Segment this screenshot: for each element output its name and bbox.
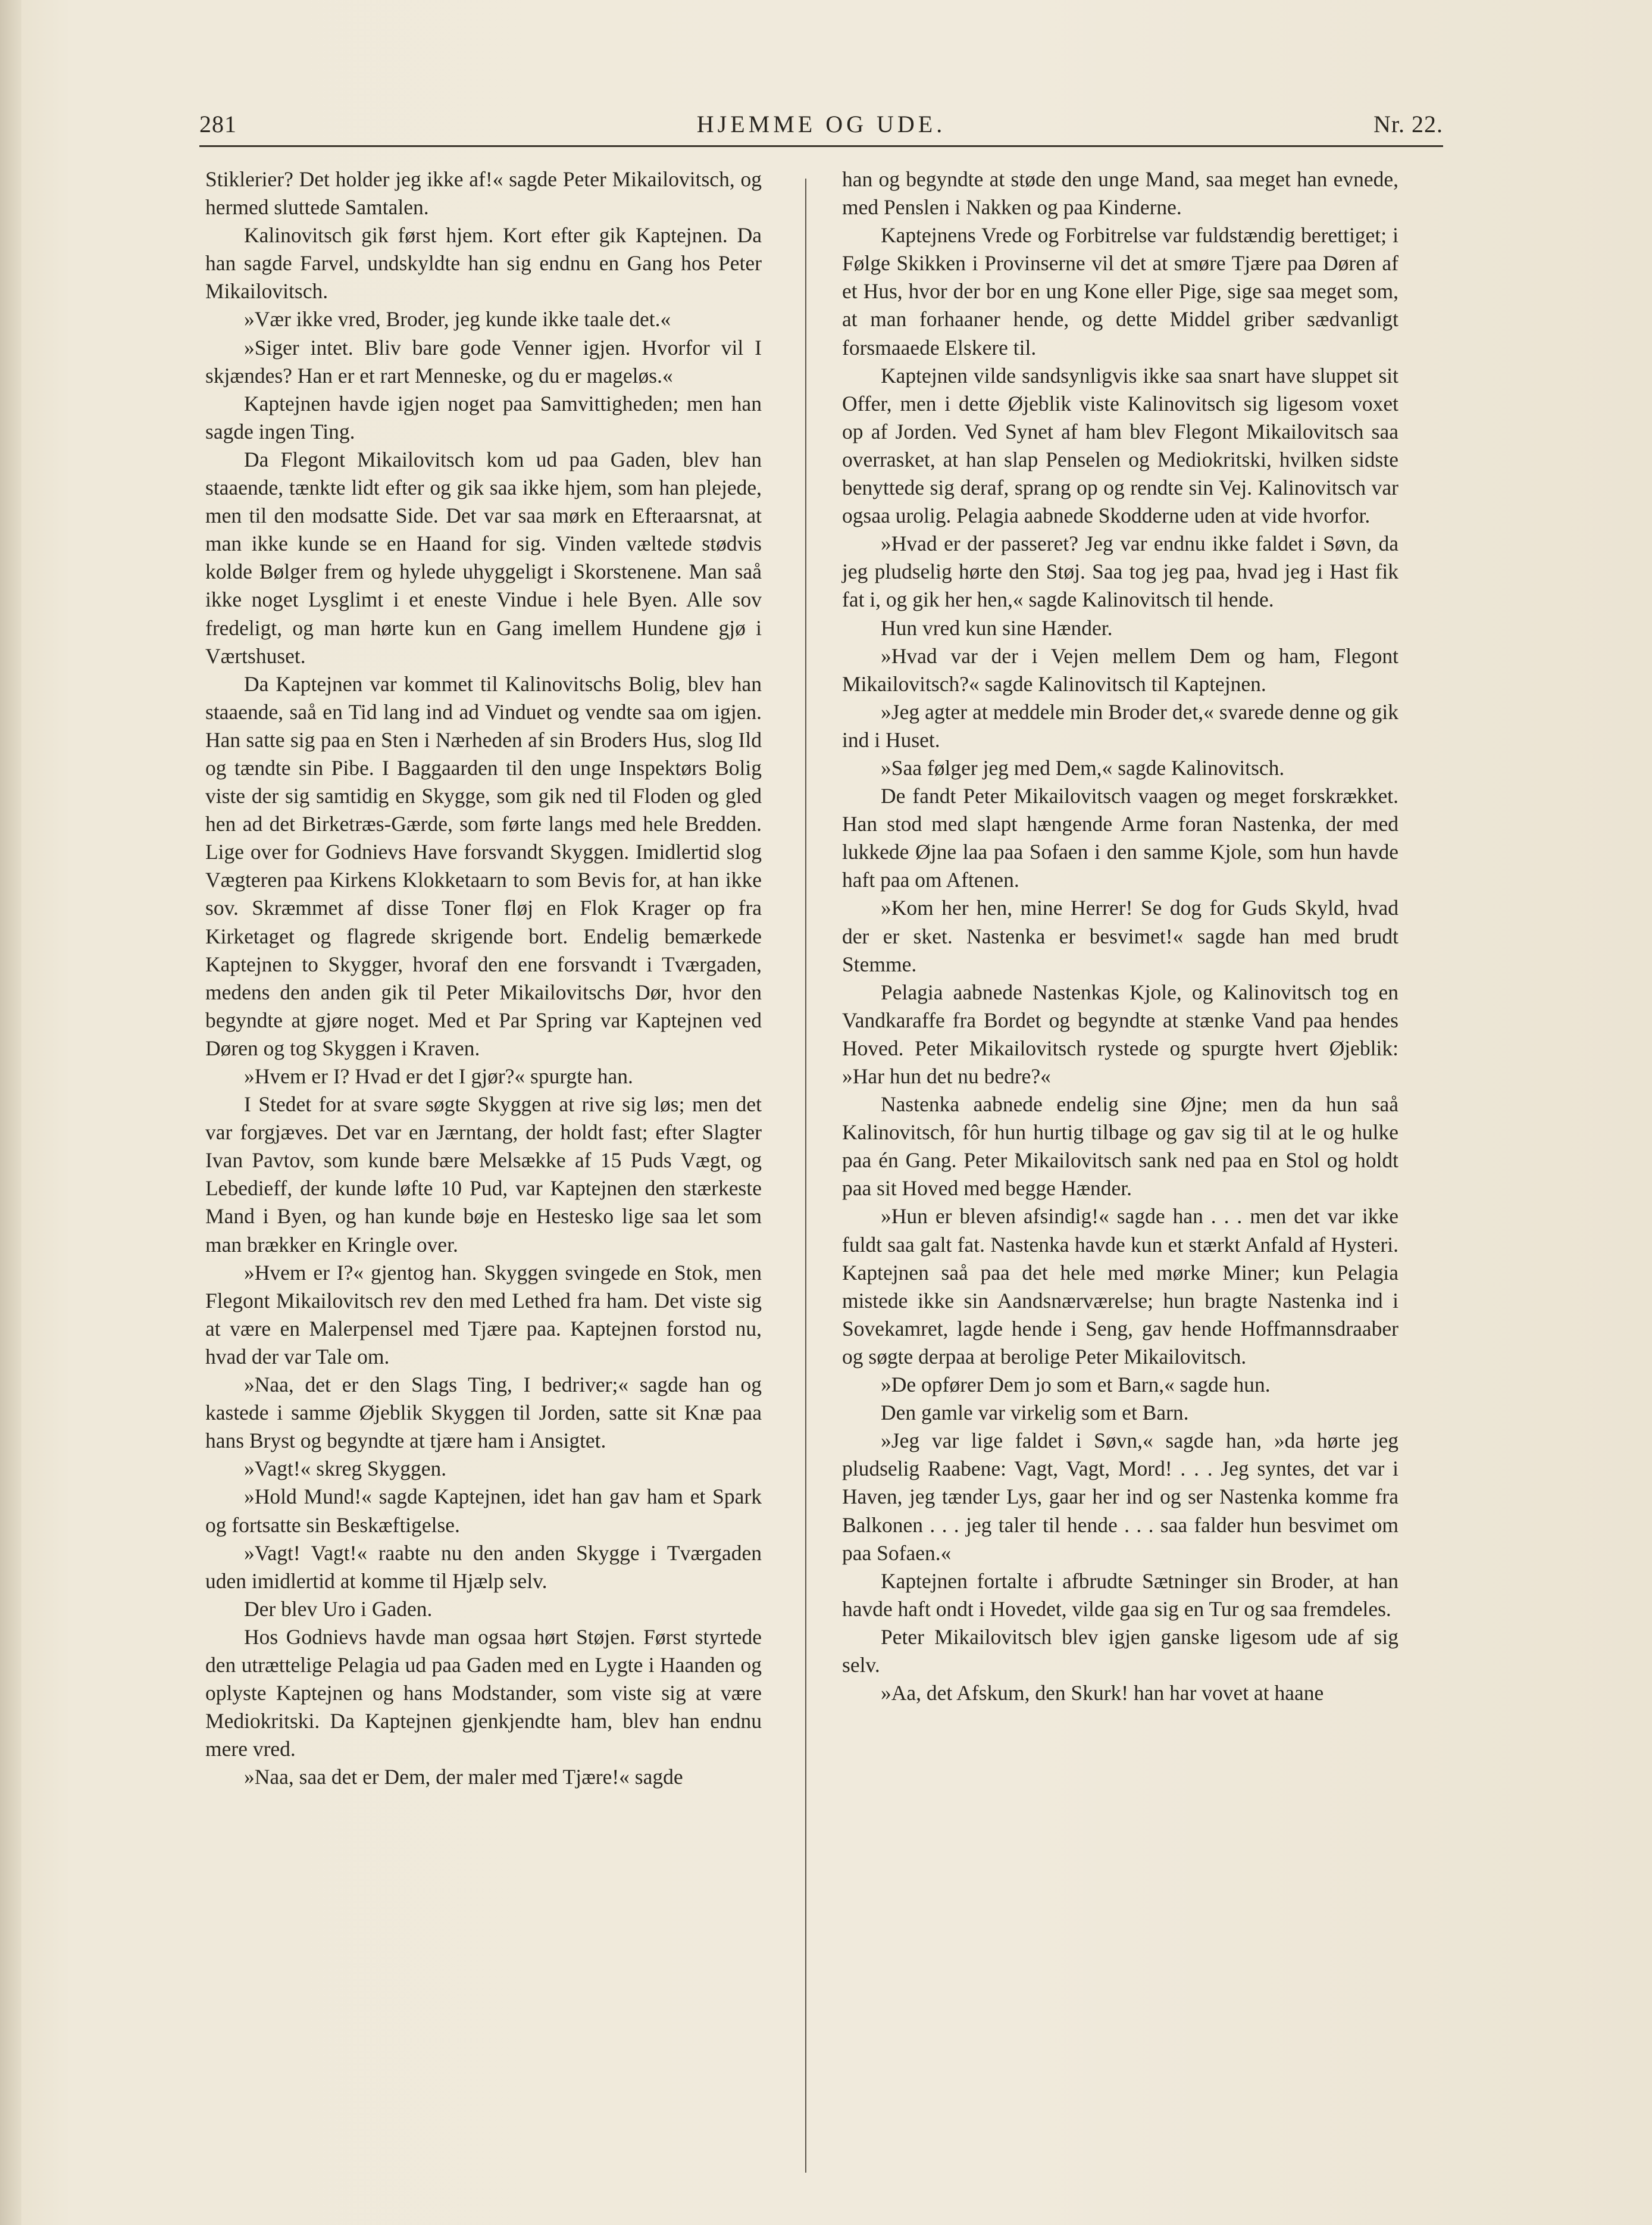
paragraph: »Hold Mund!« sagde Kaptejnen, idet han gav ham et Spark og fortsatte sin Beskæftigelse.	[205, 1485, 762, 1537]
issue-number: Nr. 22.	[1373, 111, 1443, 138]
page-number: 281	[199, 111, 237, 138]
paragraph: »Saa følger jeg med Dem,« sagde Kalinovitsch.	[881, 755, 1285, 780]
left-column	[205, 165, 762, 1791]
header-rule	[199, 145, 1443, 147]
paragraph: »Hvad er der passeret? Jeg var endnu ikke faldet i Søvn, da jeg pludselig hørte den Støj. Saa tog jeg paa, hvad jeg i Hast fik fat i, og gik her hen,« sagde Kalinovitsch til hende.	[842, 532, 1398, 612]
paragraph: Pelagia aabnede Nastenkas Kjole, og Kalinovitsch tog en Vandkaraffe fra Bordet og begyndte at stænke Vand paa hendes Hoved. Peter Mikailovitsch rystede og spurgte hvert Øjeblik: »Har hun det nu bedre?«	[842, 980, 1398, 1088]
paragraph: Den gamle var virkelig som et Barn.	[881, 1401, 1189, 1425]
paragraph: »Jeg agter at meddele min Broder det,« svarede denne og gik ind i Huset.	[842, 699, 1398, 752]
paragraph: I Stedet for at svare søgte Skyggen at rive sig løs; men det var forgjæves. Det var en Jærntang, der holdt fast; efter Slagter Ivan Pavtov, som kunde bære Melsække af 15 Puds Vægt, og Lebedieff, der kunde løfte 10 Pud, var Kaptejnen den stærkeste Mand i Byen, og han kunde bøje en Hestesko lige saa let som man brækker en Kringle over.	[205, 1092, 762, 1257]
binding-spine	[0, 0, 21, 2225]
paragraph: han og begyndte at støde den unge Mand, saa meget han evnede, med Penslen i Nakken og paa Kinderne.	[842, 167, 1398, 220]
paragraph: De fandt Peter Mikailovitsch vaagen og meget forskrækket. Han stod med slapt hængende Arme foran Nastenka, der med lukkede Øjne laa paa Sofaen i den samme Kjole, som hun havde haft paa om Aftenen.	[842, 784, 1398, 892]
paragraph: »Hvem er I?« gjentog han. Skyggen svingede en Stok, men Flegont Mikailovitsch rev den med Lethed fra ham. Det viste sig at være en Malerpensel med Tjære paa. Kaptejnen forstod nu, hvad der var Tale om.	[205, 1260, 762, 1368]
paragraph: »Vagt! Vagt!« raabte nu den anden Skygge i Tværgaden uden imidlertid at komme til Hjælp selv.	[205, 1540, 762, 1593]
paragraph: Nastenka aabnede endelig sine Øjne; men da hun saå Kalinovitsch, fôr hun hurtig tilbage og gav sig til at le og hulke paa én Gang. Peter Mikailovitsch sank ned paa en Stol og holdt paa sit Hoved med begge Hænder.	[842, 1092, 1398, 1201]
column-divider	[805, 179, 806, 2173]
publication-title: HJEMME OG UDE.	[696, 111, 946, 138]
paragraph: »Naa, saa det er Dem, der maler med Tjære!« sagde	[244, 1765, 683, 1789]
paragraph: Da Flegont Mikailovitsch kom ud paa Gaden, blev han staaende, tænkte lidt efter og gik saa ikke hjem, som han plejede, men til den modsatte Side. Det var saa mørk en Efteraarsnat, at man ikke kunde se en Haand for sig. Vinden væltede stødvis kolde Bølger frem og hylede uhyggeligt i Skorstenene. Man saå ikke noget Lysglimt i et eneste Vindue i hele Byen. Alle sov fredeligt, og man hørte kun en Gang imellem Hundene gjø i Værtshuset.	[205, 447, 762, 668]
paragraph: Der blev Uro i Gaden.	[244, 1596, 433, 1621]
paragraph: »Hvad var der i Vejen mellem Dem og ham, Flegont Mikailovitsch?« sagde Kalinovitsch til Kaptejnen.	[842, 643, 1398, 696]
paragraph: Hun vred kun sine Hænder.	[881, 615, 1113, 640]
paragraph: Kalinovitsch gik først hjem. Kort efter gik Kaptejnen. Da han sagde Farvel, undskyldte han sig endnu en Gang hos Peter Mikailovitsch.	[205, 223, 762, 304]
paragraph: »Aa, det Afskum, den Skurk! han har vovet at haane	[881, 1681, 1324, 1705]
paragraph: Peter Mikailovitsch blev igjen ganske ligesom ude af sig selv.	[842, 1624, 1398, 1677]
paragraph: »Vagt!« skreg Skyggen.	[244, 1457, 447, 1481]
paragraph: »Hun er bleven afsindig!« sagde han . . . men det var ikke fuldt saa galt fat. Nastenka havde kun et stærkt Anfald af Hysteri. Kaptejnen saå paa det hele med mørke Miner; kun Pelagia mistede ikke sin Aandsnærværelse; hun bragte Nastenka ind i Sovekamret, lagde hende i Seng, gav hende Hoffmannsdraaber og søgte derpaa at berolige Peter Mikailovitsch.	[842, 1204, 1398, 1368]
right-column	[842, 165, 1398, 1707]
paragraph: »Naa, det er den Slags Ting, I bedriver;« sagde han og kastede i samme Øjeblik Skyggen til Jorden, satte sit Knæ paa hans Bryst og begyndte at tjære ham i Ansigtet.	[205, 1373, 762, 1453]
paragraph: Da Kaptejnen var kommet til Kalinovitschs Bolig, blev han staaende, saå en Tid lang ind ad Vinduet og vendte saa om igjen. Han satte sig paa en Sten i Nærheden af sin Broders Hus, slog Ild og tændte sin Pibe. I Baggaarden til den unge Inspektørs Bolig viste der sig samtidig en Skygge, som gik ned til Floden og gled hen ad det Birketræs-Gærde, som førte langs med hele Bredden. Lige over for Godnievs Have forsvandt Skyggen. Imidlertid slog Vægteren paa Kirkens Klokketaarn to som Bevis for, at han ikke sov. Skræmmet af disse Toner fløj en Flok Krager op fra Kirketaget og flagrede skrigende bort. Endelig bemærkede Kaptejnen to Skygger, hvoraf den ene forsvandt i Tværgaden, medens den anden gik til Peter Mikailovitschs Dør, hvor den begyndte at gjøre noget. Med et Par Spring var Kaptejnen ved Døren og tog Skyggen i Kraven.	[205, 671, 762, 1060]
paragraph: Stiklerier? Det holder jeg ikke af!« sagde Peter Mikailovitsch, og hermed sluttede Samtalen.	[205, 167, 762, 220]
paragraph: »De opfører Dem jo som et Barn,« sagde hun.	[881, 1373, 1271, 1397]
paragraph: Kaptejnen vilde sandsynligvis ikke saa snart have sluppet sit Offer, men i dette Øjeblik viste Kalinovitsch sig ligesom voxet op af Jorden. Ved Synet af ham blev Flegont Mikailovitsch saa overrasket, at han slap Penselen og Mediokritski, hvilken sidste benyttede sig deraf, sprang op og rendte sin Vej. Kalinovitsch var ogsaa urolig. Pelagia aabnede Skodderne uden at vide hvorfor.	[842, 363, 1398, 528]
paragraph: Kaptejnens Vrede og Forbitrelse var fuldstændig berettiget; i Følge Skikken i Provinserne vil det at smøre Tjære paa Døren af et Hus, hvor der bor en ung Kone eller Pige, sige saa meget som, at man forhaaner hende, og dette Middel griber sædvanligt forsmaaede Elskere til.	[842, 223, 1398, 360]
paragraph: »Jeg var lige faldet i Søvn,« sagde han, »da hørte jeg pludselig Raabene: Vagt, Vagt, Mord! . . . Jeg syntes, det var i Haven, jeg tænder Lys, gaar her ind og ser Nastenka komme fra Balkonen . . . jeg taler til hende . . . saa falder hun besvimet om paa Sofaen.«	[842, 1429, 1398, 1565]
paragraph: Hos Godnievs havde man ogsaa hørt Støjen. Først styrtede den utrættelige Pelagia ud paa Gaden med en Lygte i Haanden og oplyste Kaptejnen og hans Modstander, som viste sig at være Mediokritski. Da Kaptejnen gjenkjendte ham, blev han endnu mere vred.	[205, 1624, 762, 1761]
paragraph: »Kom her hen, mine Herrer! Se dog for Guds Skyld, hvad der er sket. Nastenka er besvimet!« sagde han med brudt Stemme.	[842, 896, 1398, 976]
paragraph: »Siger intet. Bliv bare gode Venner igjen. Hvorfor vil I skjændes? Han er et rart Menneske, og du er mageløs.«	[205, 335, 762, 388]
paragraph: Kaptejnen havde igjen noget paa Samvittigheden; men han sagde ingen Ting.	[205, 391, 762, 443]
paragraph: »Hvem er I? Hvad er det I gjør?« spurgte han.	[244, 1064, 633, 1088]
paragraph: »Vær ikke vred, Broder, jeg kunde ikke taale det.«	[244, 307, 671, 332]
paragraph: Kaptejnen fortalte i afbrudte Sætninger sin Broder, at han havde haft ondt i Hovedet, vilde gaa sig en Tur og saa fremdeles.	[842, 1568, 1398, 1621]
